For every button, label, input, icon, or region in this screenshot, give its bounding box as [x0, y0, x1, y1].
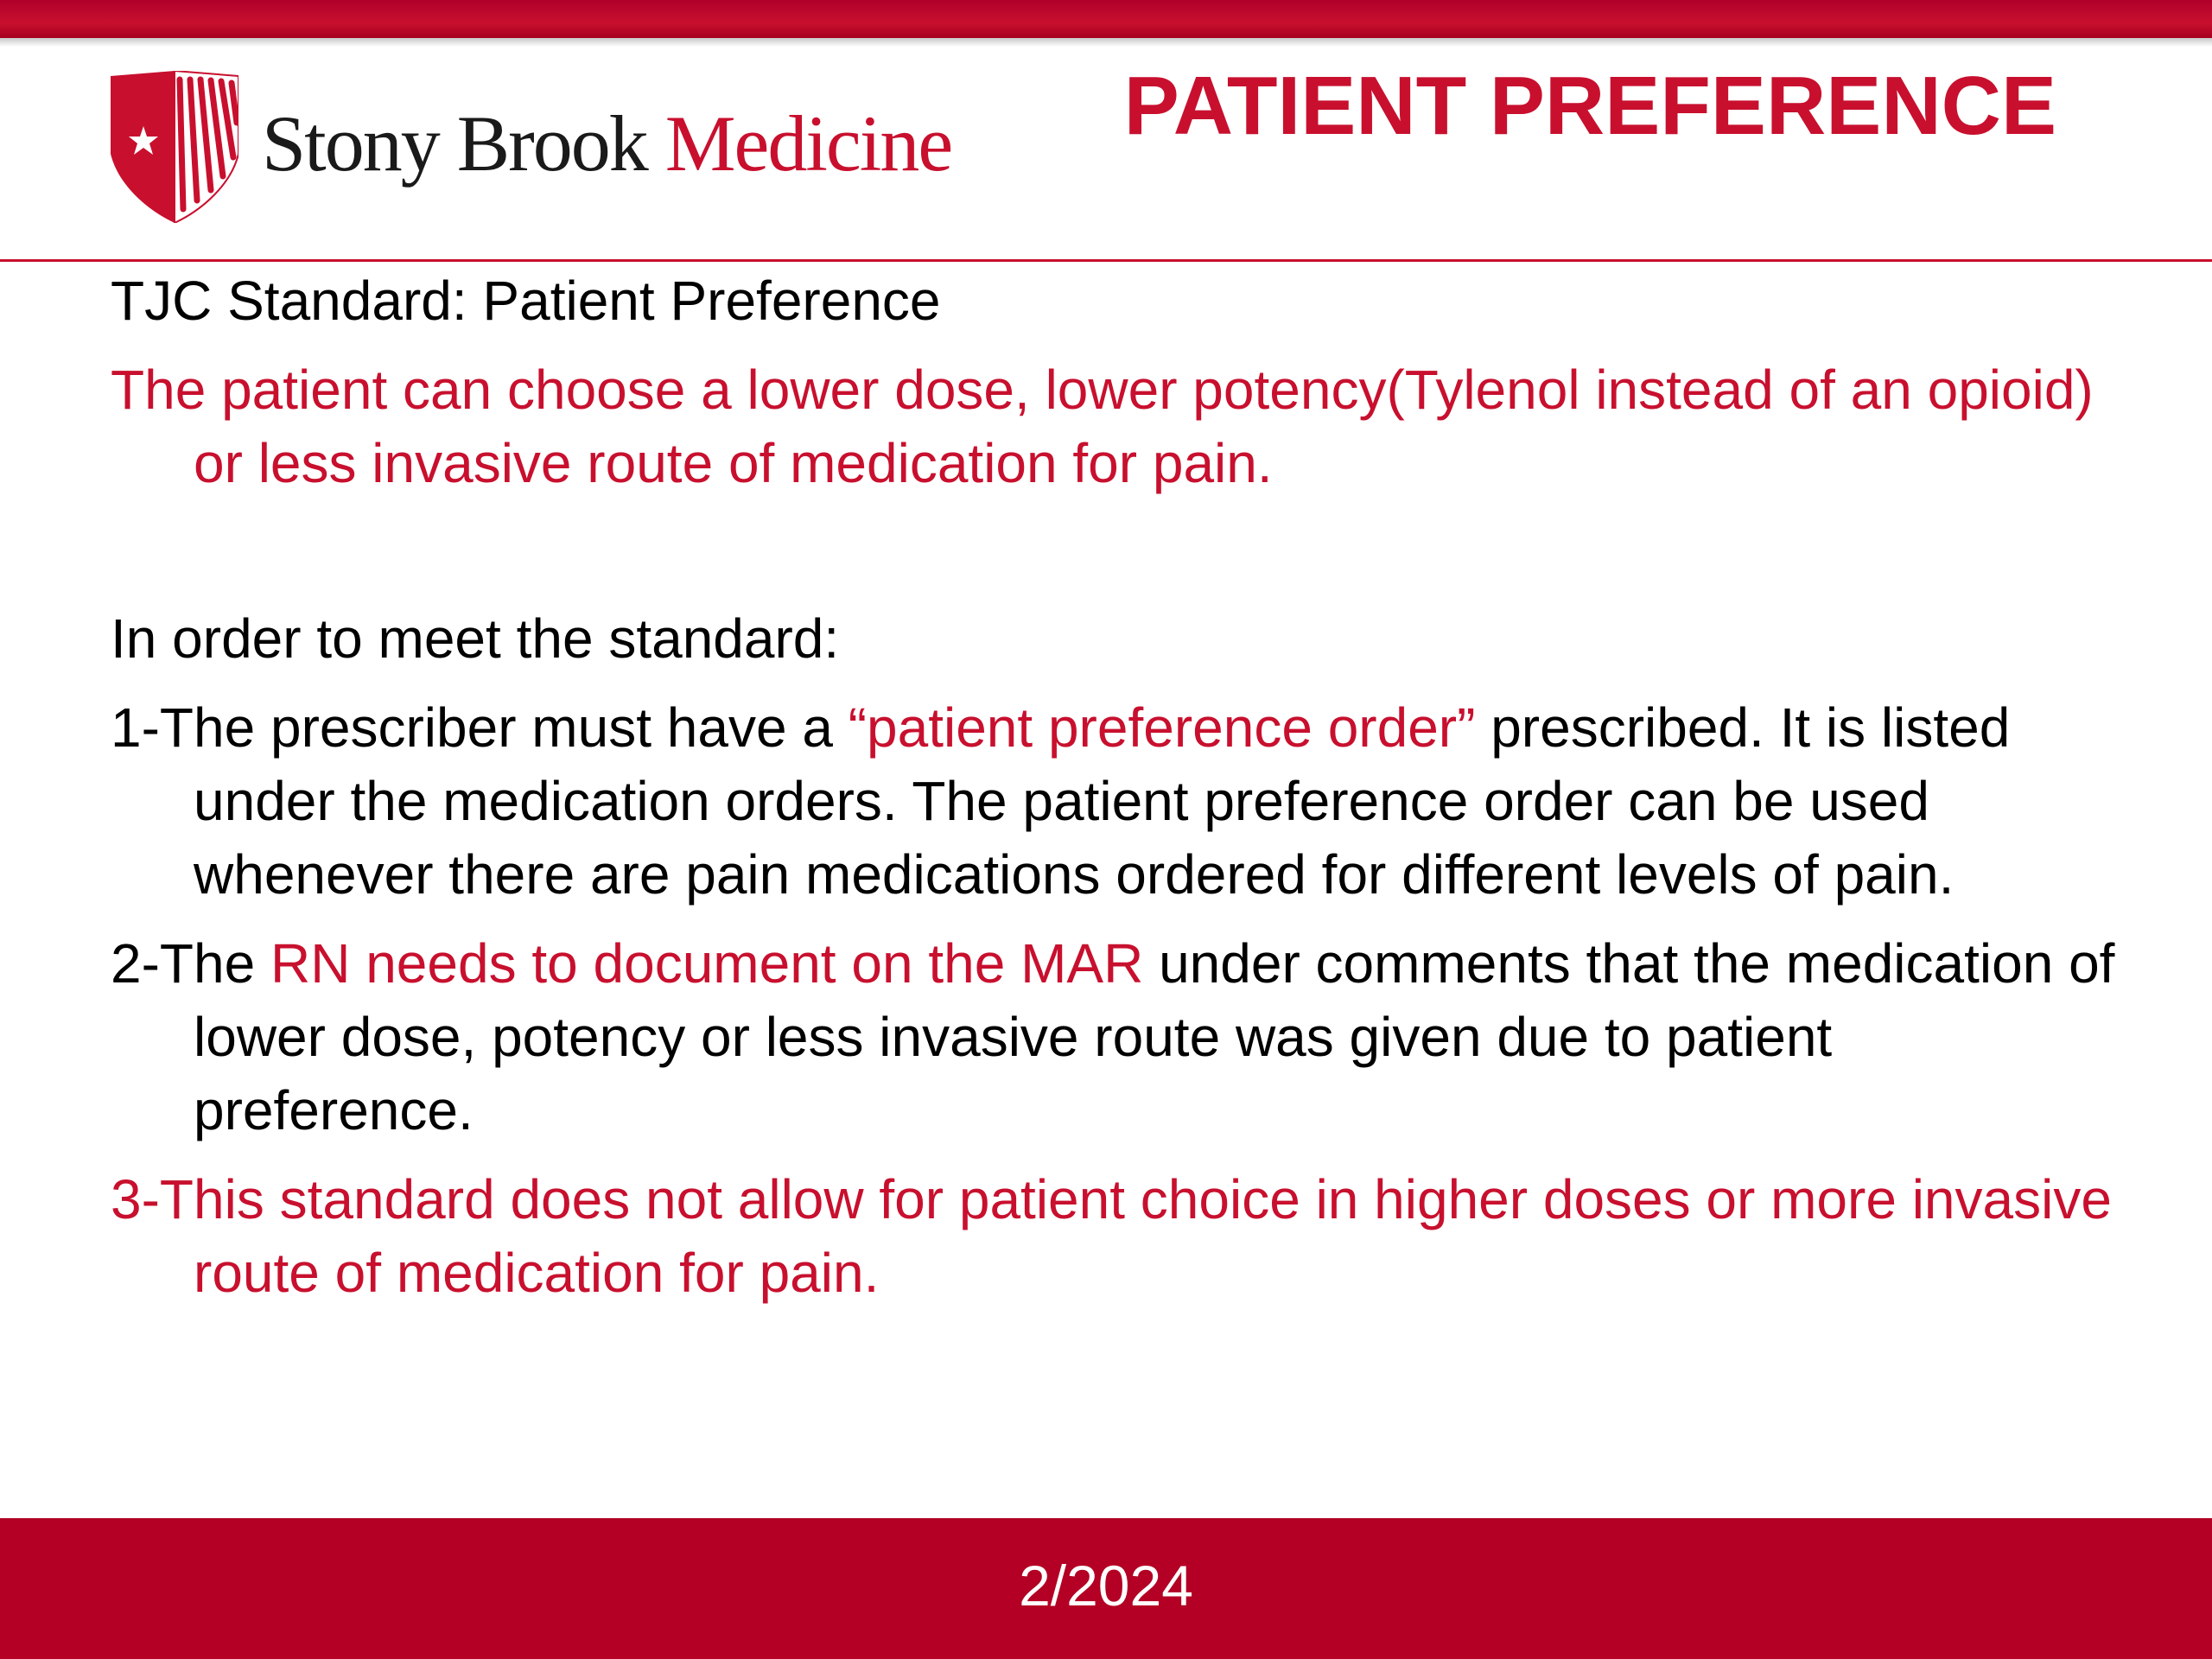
item-2-text-start: 2-The: [111, 932, 270, 995]
item-1-text-end: prescribed. It is listed under the medication orders. The patient preference order can be used whenever there are pain medications ordered for different levels of pain.: [194, 696, 2011, 906]
spacer: [111, 912, 2115, 927]
logo-wordmark: [262, 99, 952, 188]
requirement-item-2: [111, 927, 2115, 1147]
logo-word-medicine: Medicine: [664, 99, 952, 188]
page-title: PATIENT PREFERENCE: [1123, 60, 2056, 152]
item-1-text-start: 1-The prescriber must have a: [111, 696, 849, 759]
spacer: [111, 500, 2115, 602]
item-2-text-end: under comments that the medication of lower dose, potency or less invasive route was given due to patient preference.: [194, 932, 2115, 1141]
header-divider: [0, 259, 2212, 262]
spacer: [111, 676, 2115, 691]
requirement-item-1: [111, 691, 2115, 912]
footer-bar: [0, 1518, 2212, 1659]
requirement-item-3: 3-This standard does not allow for patient choice in higher doses or more invasive route of medication for pain.: [111, 1168, 2112, 1304]
spacer: [111, 1147, 2115, 1163]
item-2-highlight: RN needs to document on the MAR: [270, 932, 1144, 995]
shield-logo-icon: [111, 71, 238, 223]
intro-text: In order to meet the standard:: [111, 607, 840, 670]
slide-body: [111, 264, 2115, 1310]
standard-heading: TJC Standard: Patient Preference: [111, 270, 941, 332]
item-1-highlight: “patient preference order”: [848, 696, 1476, 759]
standard-text: The patient can choose a lower dose, lower potency(Tylenol instead of an opioid) or less invasive route of medication for pain.: [111, 359, 2094, 494]
spacer: [111, 338, 2115, 353]
logo-word-stony-brook: Stony Brook: [262, 99, 647, 188]
footer-date: 2/2024: [1019, 1554, 1193, 1618]
top-accent-band: [0, 0, 2212, 38]
stony-brook-medicine-logo: [111, 71, 975, 226]
top-band-shadow: [0, 38, 2212, 47]
